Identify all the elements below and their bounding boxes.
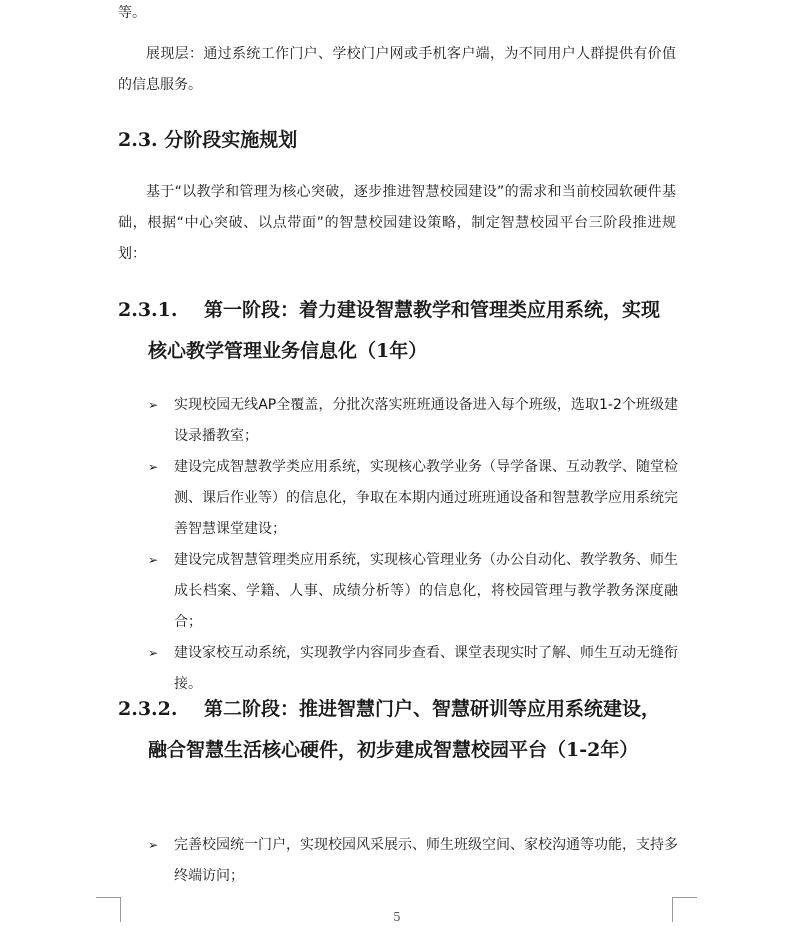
list-item-text: 完善校园统一门户，实现校园风采展示、师生班级空间、家校沟通等功能，支持多终端访问； bbox=[174, 837, 678, 884]
list-item bbox=[118, 545, 678, 638]
heading-2-3-1 bbox=[118, 290, 678, 372]
heading-text: 第一阶段：着力建设智慧教学和管理类应用系统，实现核心教学管理业务信息化（1年） bbox=[148, 299, 661, 362]
paragraph-section-intro: 基于“以教学和管理为核心突破，逐步推进智慧校园建设”的需求和当前校园软硬件基础，根据“中心突破、以点带面”的智慧校园建设策略，制定智慧校园平台三阶段推进规划： bbox=[118, 184, 676, 262]
bullet-list-stage-2 bbox=[118, 830, 678, 892]
list-item-text: 建设完成智慧管理类应用系统，实现核心管理业务（办公自动化、教学教务、师生成长档案、学籍、人事、成绩分析等）的信息化，将校园管理与教学教务深度融合； bbox=[174, 552, 678, 630]
list-item-text: 建设家校互动系统，实现教学内容同步查看、课堂表现实时了解、师生互动无缝衔接。 bbox=[174, 645, 678, 692]
heading-2-3: 2.3. 分阶段实施规划 bbox=[118, 129, 298, 151]
heading-number: 2.3.1. bbox=[118, 299, 178, 321]
list-item bbox=[118, 390, 678, 452]
margin-crop-mark-right bbox=[672, 897, 697, 922]
page-number: 5 bbox=[393, 910, 401, 924]
paragraph-continuation: 等。 bbox=[118, 5, 146, 21]
heading-number: 2.3.2. bbox=[118, 698, 178, 720]
list-item bbox=[118, 830, 678, 892]
paragraph-presentation-layer: 展现层：通过系统工作门户、学校门户网或手机客户端，为不同用户人群提供有价值的信息服务。 bbox=[118, 46, 676, 93]
list-item-text: 实现校园无线AP全覆盖，分批次落实班班通设备进入每个班级，选取1-2个班级建设录播教室； bbox=[174, 397, 678, 444]
arrow-bullet-icon: ➢ bbox=[148, 460, 159, 474]
heading-text: 第二阶段：推进智慧门户、智慧研训等应用系统建设，融合智慧生活核心硬件，初步建成智慧校园平台（1-2年） bbox=[148, 698, 661, 761]
arrow-bullet-icon: ➢ bbox=[148, 838, 159, 852]
list-item-text: 建设完成智慧教学类应用系统，实现核心教学业务（导学备课、互动教学、随堂检测、课后作业等）的信息化，争取在本期内通过班班通设备和智慧教学应用系统完善智慧课堂建设； bbox=[174, 459, 678, 537]
heading-2-3-2 bbox=[118, 689, 678, 771]
list-item bbox=[118, 452, 678, 545]
arrow-bullet-icon: ➢ bbox=[148, 646, 159, 660]
margin-crop-mark-left bbox=[96, 897, 121, 922]
arrow-bullet-icon: ➢ bbox=[148, 398, 159, 412]
bullet-list-stage-1 bbox=[118, 390, 678, 700]
arrow-bullet-icon: ➢ bbox=[148, 553, 159, 567]
